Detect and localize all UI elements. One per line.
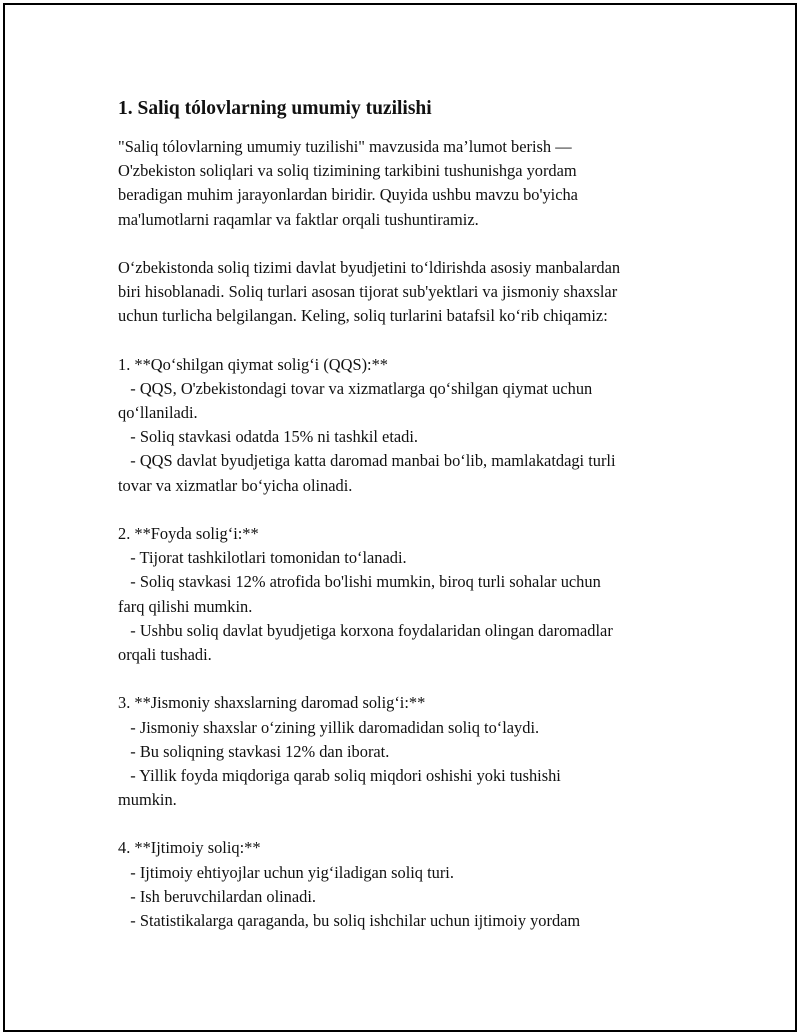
text-line: uchun turlicha belgilangan. Keling, soliq turlarini batafsil ko‘rib chiqamiz: [118, 306, 608, 326]
text-line: - Soliq stavkasi odatda 15% ni tashkil etadi. [118, 427, 418, 447]
text-line: ma'lumotlarni raqamlar va faktlar orqali tushuntiramiz. [118, 209, 479, 229]
text-line: biri hisoblanadi. Soliq turlari asosan tijorat sub'yektlari va jismoniy shaxslar [118, 282, 618, 302]
text-line: tovar va xizmatlar bo‘yicha olinadi. [118, 475, 353, 495]
text-line: - Ushbu soliq davlat byudjetiga korxona foydalaridan olingan daromadlar [118, 620, 613, 640]
text-line: beradigan muhim jarayonlardan biridir. Quyida ushbu mavzu bo'yicha [118, 185, 578, 205]
text-line: 4. **Ijtimoiy soliq:** [118, 838, 261, 858]
blank-line [118, 232, 698, 256]
text-line: - QQS davlat byudjetiga katta daromad manbai bo‘lib, mamlakatdagi turli [118, 451, 616, 471]
text-line: - Tijorat tashkilotlari tomonidan to‘lanadi. [118, 548, 407, 568]
text-line: 1. **Qo‘shilgan qiymat solig‘i (QQS):** [118, 354, 388, 374]
blank-line [118, 667, 698, 691]
text-line: - Ijtimoiy ehtiyojlar uchun yig‘iladigan soliq turi. [118, 862, 454, 882]
text-line: orqali tushadi. [118, 644, 212, 664]
text-line: O‘zbekistonda soliq tizimi davlat byudjetini to‘ldirishda asosiy manbalardan [118, 257, 621, 277]
text-lines [118, 135, 698, 933]
document-body [118, 96, 698, 933]
text-line: qo‘llaniladi. [118, 403, 198, 423]
text-line: O'zbekiston soliqlari va soliq tizimining tarkibini tushunishga yordam [118, 161, 577, 181]
text-line: - Soliq stavkasi 12% atrofida bo'lishi mumkin, biroq turli sohalar uchun [118, 572, 601, 592]
blank-line [118, 812, 698, 836]
document-page [3, 3, 797, 1032]
text-line: 3. **Jismoniy shaxslarning daromad solig‘i:** [118, 693, 426, 713]
text-line: - Jismoniy shaxslar o‘zining yillik daromadidan soliq to‘laydi. [118, 717, 540, 737]
text-line: "Saliq tólovlarning umumiy tuzilishi" mavzusida ma’lumot berish — [118, 137, 572, 156]
text-line: - Statistikalarga qaraganda, bu soliq ishchilar uchun ijtimoiy yordam [118, 911, 581, 930]
text-line: - Yillik foyda miqdoriga qarab soliq miqdori oshishi yoki tushishi [118, 765, 561, 785]
blank-line [118, 498, 698, 522]
blank-line [118, 329, 698, 353]
section-heading: 1. Saliq tólovlarning umumiy tuzilishi [118, 98, 432, 119]
text-line: - Ish beruvchilardan olinadi. [118, 886, 316, 906]
text-line: - Bu soliqning stavkasi 12% dan iborat. [118, 741, 390, 761]
text-line: farq qilishi mumkin. [118, 596, 253, 616]
text-line: mumkin. [118, 790, 177, 810]
text-line: - QQS, O'zbekistondagi tovar va xizmatlarga qo‘shilgan qiymat uchun [118, 378, 593, 398]
text-line: 2. **Foyda solig‘i:** [118, 524, 259, 543]
